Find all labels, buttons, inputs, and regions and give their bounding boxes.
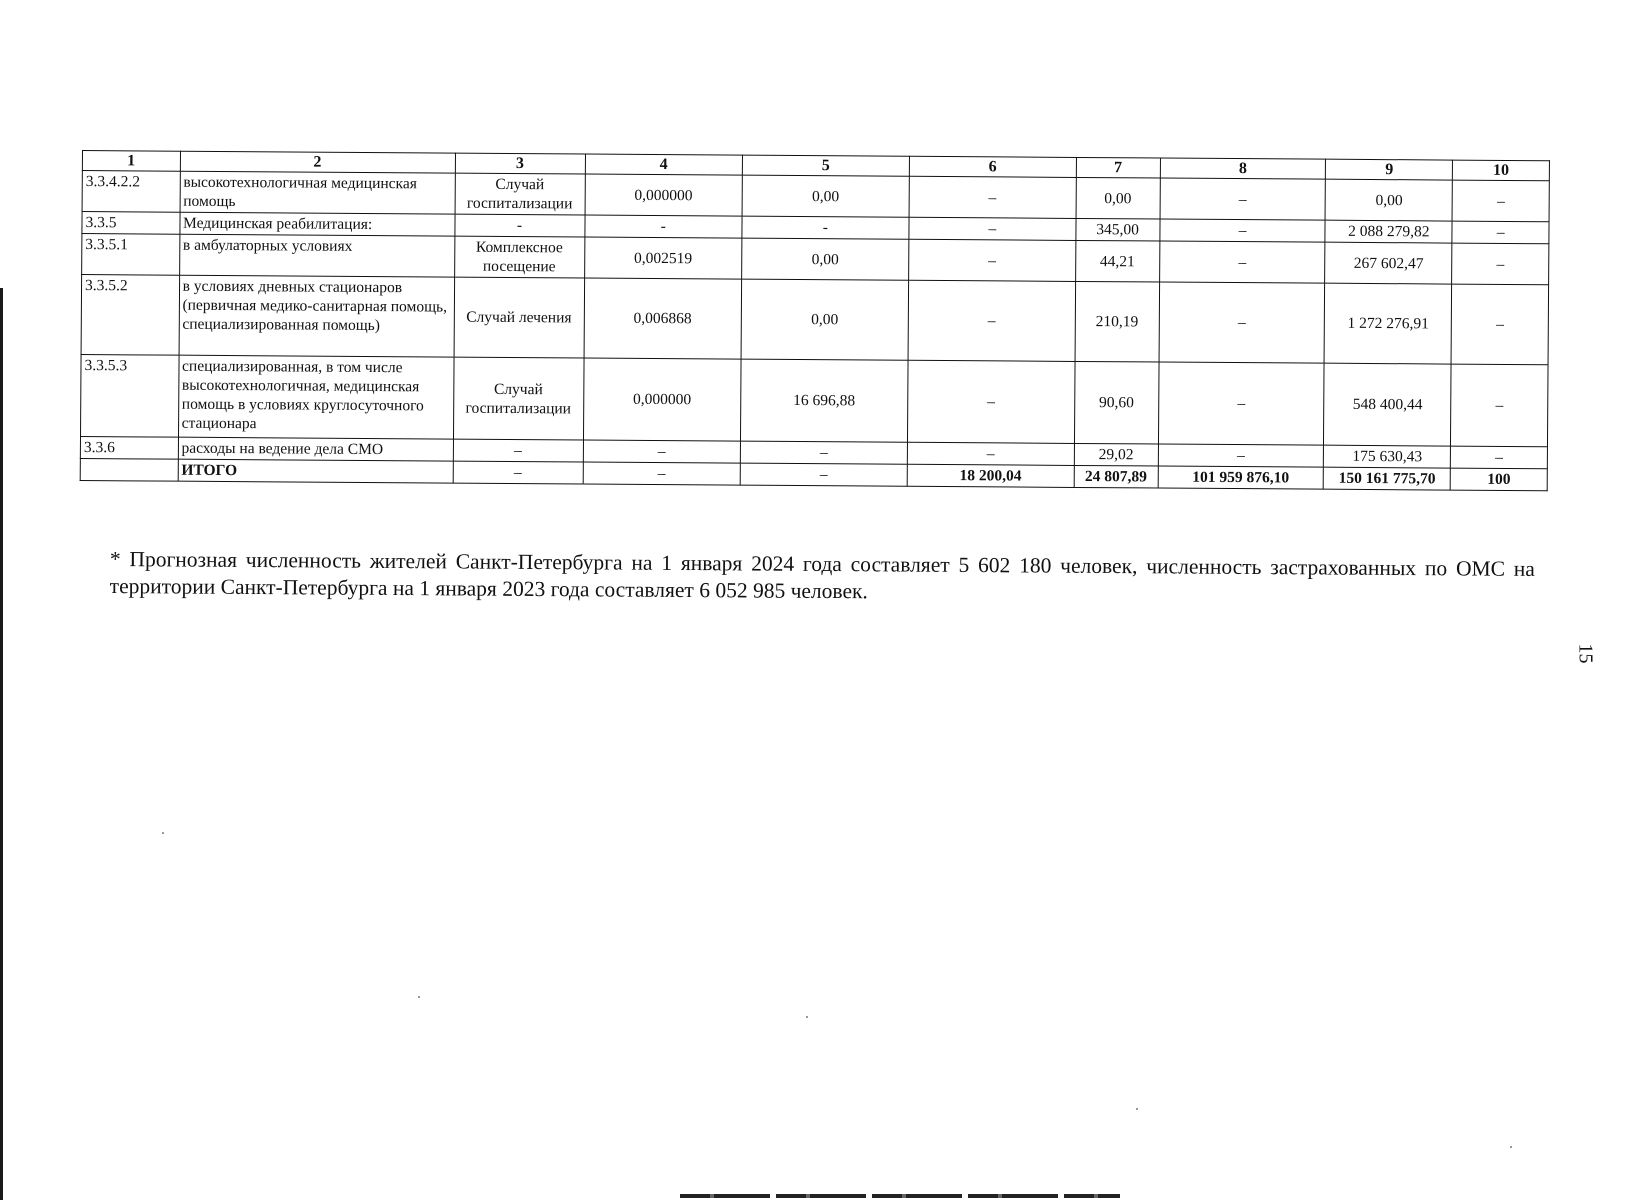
cell-col8: – (1160, 178, 1326, 220)
column-number: 9 (1326, 159, 1453, 180)
cell-col5: 0,00 (742, 238, 909, 280)
cell-col8: – (1159, 241, 1325, 283)
cell-col4: – (583, 462, 741, 485)
footnote: * Прогнозная численность жителей Санкт-Петербурга на 1 января 2024 года составляет 5 602 180 человек, численность застрахованных по ОМС на территории Санкт-Петербурга на 1 января 2023 года составляет 6 052 985 человек. (109, 546, 1535, 603)
row-unit: Случай госпитализации (453, 357, 584, 440)
row-code: 3.3.5.2 (81, 275, 179, 356)
row-code: 3.3.5.1 (82, 234, 180, 276)
column-number: 5 (742, 155, 909, 176)
cell-col9: 150 161 775,70 (1324, 467, 1451, 490)
financing-table (80, 150, 1550, 491)
table-row (81, 275, 1549, 365)
cell-col6: – (908, 239, 1075, 281)
total-label: ИТОГО (178, 459, 453, 483)
column-number: 6 (909, 156, 1076, 177)
cell-col4: 0,002519 (584, 237, 742, 279)
row-unit: Случай лечения (454, 277, 585, 358)
column-number: 8 (1160, 158, 1326, 179)
cell-col7: 0,00 (1076, 177, 1160, 219)
scan-speck (418, 996, 420, 998)
page-number: 15 (1574, 643, 1597, 664)
cell-col7: 90,60 (1074, 361, 1159, 444)
row-code: 3.3.4.2.2 (82, 171, 180, 213)
row-code: 3.3.5.3 (80, 354, 178, 437)
row-code (80, 458, 178, 481)
row-name: специализированная, в том числе высокотехнологичная, медицинская помощь в условиях круглосуточного стационара (178, 355, 453, 439)
cell-col7: 210,19 (1075, 281, 1159, 362)
cell-col9: 267 602,47 (1325, 242, 1452, 284)
cell-col7: 44,21 (1075, 240, 1159, 282)
cell-col10: – (1451, 284, 1548, 365)
column-number: 1 (82, 151, 180, 172)
cell-col7: 345,00 (1076, 218, 1160, 241)
column-number: 7 (1076, 157, 1160, 178)
cell-col7: 29,02 (1074, 443, 1158, 466)
cell-col6: – (909, 176, 1076, 218)
cell-col10: – (1452, 221, 1549, 244)
cell-col4: - (585, 215, 743, 238)
scan-speck (806, 1016, 808, 1018)
cell-col9: 548 400,44 (1324, 363, 1452, 446)
row-code: 3.3.6 (80, 436, 178, 459)
cell-col6: – (907, 442, 1074, 465)
row-code: 3.3.5 (82, 212, 180, 235)
cell-col5: – (740, 463, 907, 486)
cell-col8: – (1160, 219, 1326, 242)
cell-col5: 0,00 (741, 279, 908, 360)
cell-col9: 0,00 (1325, 179, 1452, 221)
cell-col6: 18 200,04 (907, 464, 1074, 487)
cell-col5: - (742, 216, 909, 239)
row-unit: – (453, 461, 583, 484)
cell-col10: – (1451, 446, 1548, 469)
scan-edge (0, 288, 3, 1200)
scan-speck (1510, 1146, 1512, 1148)
cell-col8: 101 959 876,10 (1158, 466, 1324, 489)
cell-col6: – (908, 280, 1075, 361)
cell-col9: 1 272 276,91 (1324, 283, 1452, 364)
row-unit: Комплексное посещение (454, 236, 584, 278)
scan-artifact (680, 1194, 1120, 1198)
row-unit: – (453, 439, 583, 462)
cell-col5: 16 696,88 (740, 359, 907, 442)
row-unit: Случай госпитализации (455, 173, 585, 215)
row-name: в условиях дневных стационаров (первичная медико-санитарная помощь, специализированная помощь) (179, 275, 454, 357)
column-number: 3 (455, 153, 585, 174)
cell-col4: 0,000000 (583, 358, 741, 441)
cell-col10: – (1451, 364, 1548, 447)
cell-col6: – (907, 360, 1074, 443)
row-name: расходы на ведение дела СМО (178, 437, 453, 461)
column-number: 2 (180, 151, 455, 173)
cell-col5: 0,00 (742, 175, 909, 217)
cell-col4: – (583, 440, 741, 463)
row-name: высокотехнологичная медицинская помощь (180, 171, 455, 214)
cell-col5: – (740, 441, 907, 464)
cell-col6: – (909, 217, 1076, 240)
cell-col10: – (1452, 180, 1549, 222)
cell-col8: – (1158, 444, 1324, 467)
cell-col4: 0,006868 (584, 278, 742, 359)
cell-col7: 24 807,89 (1074, 465, 1158, 488)
cell-col10: – (1452, 243, 1549, 285)
row-name: Медицинская реабилитация: (179, 212, 454, 236)
row-name: в амбулаторных условиях (179, 234, 454, 277)
column-number: 10 (1453, 160, 1550, 181)
cell-col9: 2 088 279,82 (1325, 220, 1452, 243)
cell-col4: 0,000000 (585, 174, 743, 216)
column-number: 4 (585, 154, 743, 175)
cell-col10: 100 (1451, 468, 1548, 491)
scan-speck (1136, 1108, 1138, 1110)
cell-col8: – (1159, 282, 1325, 363)
scan-speck (162, 832, 164, 834)
table-row (80, 354, 1548, 446)
row-unit: - (454, 214, 584, 237)
cell-col8: – (1158, 362, 1324, 445)
cell-col9: 175 630,43 (1324, 445, 1451, 468)
